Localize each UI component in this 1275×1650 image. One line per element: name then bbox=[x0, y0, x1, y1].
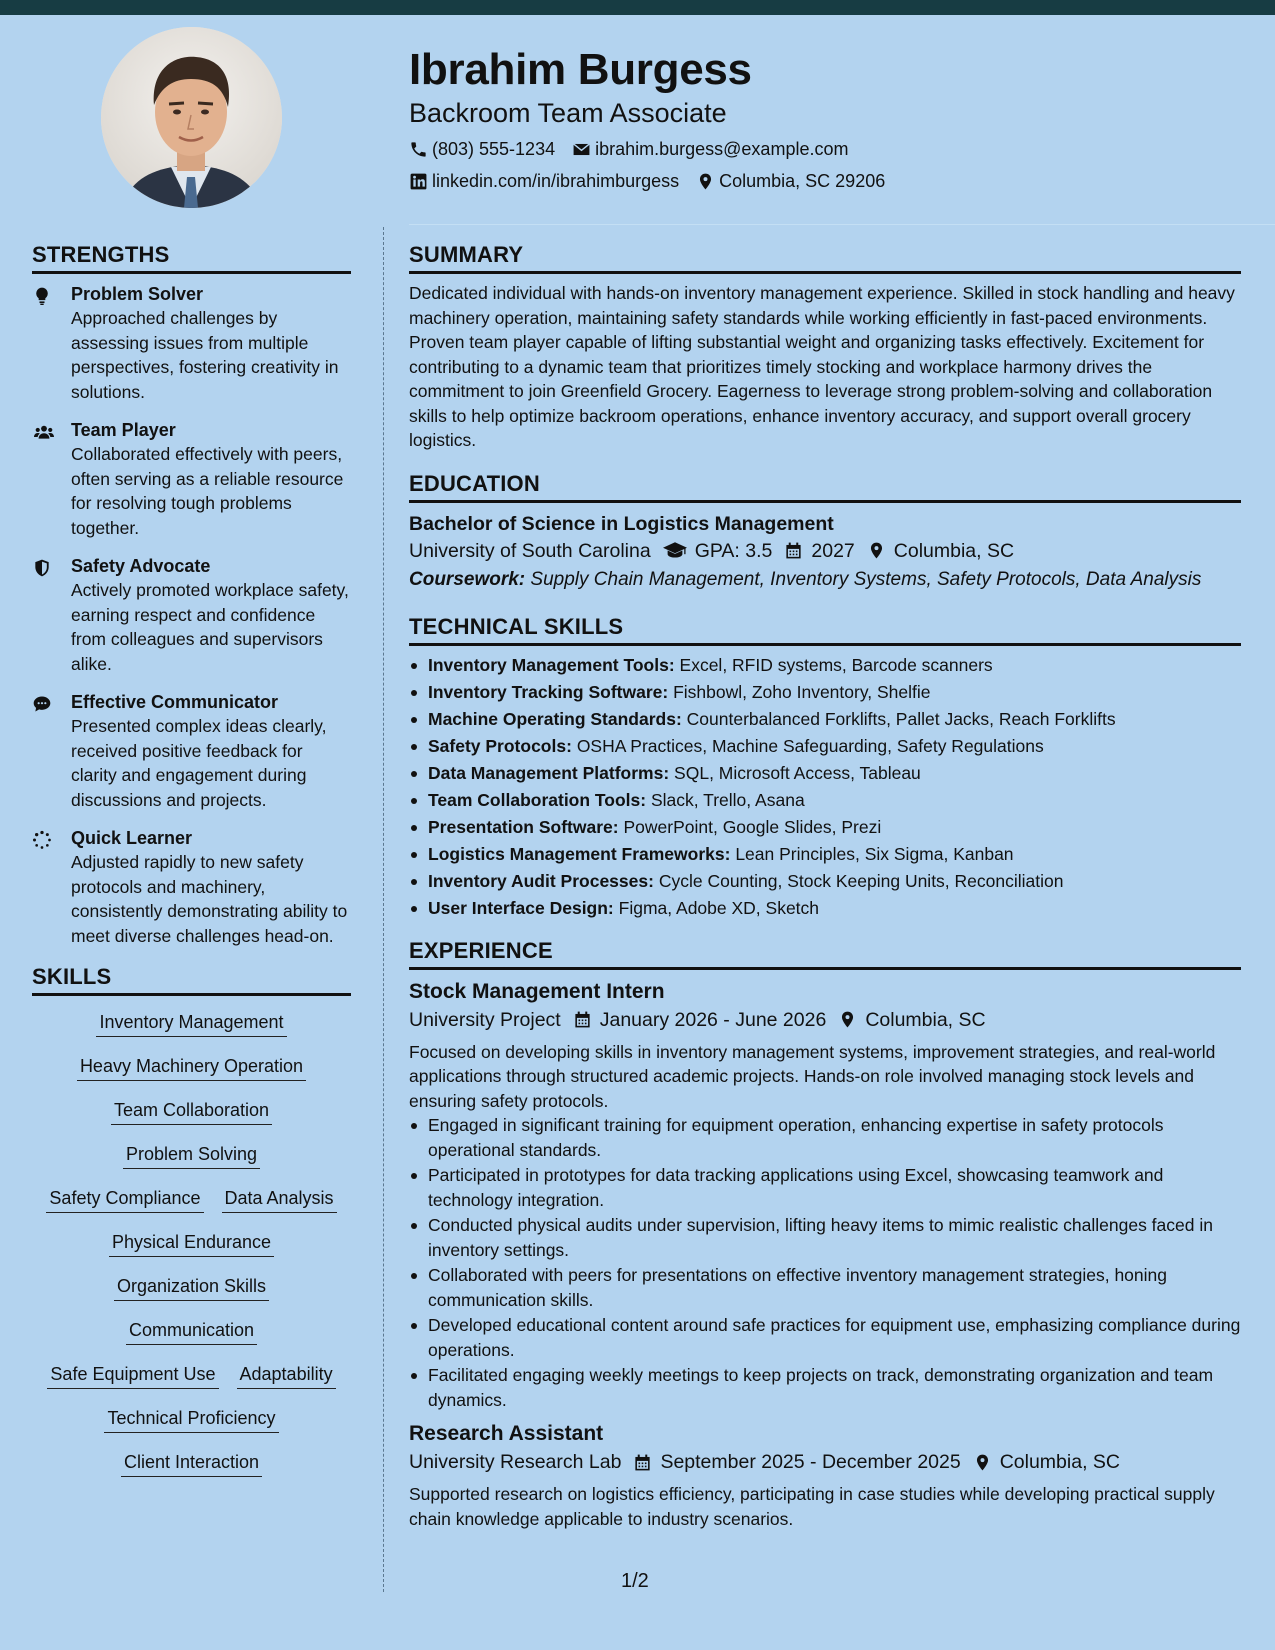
contact-row-2 bbox=[409, 169, 1249, 193]
map-pin-icon bbox=[973, 1453, 992, 1472]
list-item: Engaged in significant training for equipment operation, enhancing expertise in safety protocols operational standards. bbox=[409, 1113, 1241, 1162]
map-pin-icon bbox=[867, 541, 886, 560]
map-pin-icon bbox=[838, 1010, 857, 1029]
job-dates-text: September 2025 - December 2025 bbox=[660, 1451, 961, 1473]
technical-skills-section bbox=[409, 612, 1241, 922]
school-name bbox=[409, 537, 651, 565]
page-number: 1/2 bbox=[621, 1570, 649, 1592]
job-org-text: University Research Lab bbox=[409, 1451, 622, 1473]
skill-tag: Safe Equipment Use bbox=[47, 1362, 218, 1389]
skill-label: Logistics Management Frameworks: bbox=[428, 843, 731, 864]
skill-value: Counterbalanced Forklifts, Pallet Jacks, Reach Forklifts bbox=[686, 708, 1116, 729]
skill-tag: Safety Compliance bbox=[46, 1186, 203, 1213]
list-item: Conducted physical audits under supervision, lifting heavy items to mimic realistic challenges faced in inventory settings. bbox=[409, 1213, 1241, 1262]
technical-skills-heading: TECHNICAL SKILLS bbox=[409, 612, 1241, 646]
gpa-text: GPA: 3.5 bbox=[694, 539, 773, 562]
right-column bbox=[409, 240, 1241, 1531]
edu-location-item bbox=[867, 537, 1014, 565]
year-item bbox=[784, 537, 854, 565]
skill-label: Data Management Platforms: bbox=[428, 762, 670, 783]
skill-tag: Data Analysis bbox=[222, 1186, 337, 1213]
lightbulb-icon bbox=[32, 286, 52, 306]
skill-label: Machine Operating Standards: bbox=[428, 708, 682, 729]
strength-desc: Actively promoted workplace safety, earning respect and confidence from colleagues and supervisors alike. bbox=[71, 580, 349, 674]
skill-tag: Adaptability bbox=[237, 1362, 336, 1389]
candidate-title: Backroom Team Associate bbox=[409, 98, 727, 128]
job-dates-text: January 2026 - June 2026 bbox=[599, 1008, 827, 1031]
email-text: ibrahim.burgess@example.com bbox=[595, 139, 849, 159]
job-entry bbox=[409, 1420, 1241, 1531]
degree-name: Bachelor of Science in Logistics Management bbox=[409, 512, 834, 535]
gpa-item bbox=[663, 537, 773, 565]
phone-text: (803) 555-1234 bbox=[432, 139, 556, 159]
job-org-text: University Project bbox=[409, 1008, 561, 1031]
job-location bbox=[973, 1448, 1120, 1476]
contact-row-1 bbox=[409, 137, 1249, 161]
list-item: Collaborated with peers for presentations on effective inventory management strategies, honing communication skills. bbox=[409, 1263, 1241, 1312]
list-item bbox=[409, 841, 1241, 868]
linkedin-contact[interactable] bbox=[409, 169, 679, 193]
shield-icon bbox=[32, 558, 52, 578]
coursework-text: Supply Chain Management, Inventory Systems, Safety Protocols, Data Analysis bbox=[530, 568, 1202, 590]
resume-header bbox=[409, 44, 1249, 193]
technical-skills-list bbox=[409, 652, 1241, 922]
envelope-icon bbox=[572, 140, 591, 159]
skill-tag: Inventory Management bbox=[96, 1010, 286, 1037]
skill-label: Presentation Software: bbox=[428, 816, 619, 837]
skill-label: User Interface Design: bbox=[428, 897, 614, 918]
left-column bbox=[32, 240, 351, 1494]
strength-desc: Adjusted rapidly to new safety protocols and machinery, consistently demonstrating ability to meet diverse challenges head-on. bbox=[71, 852, 348, 946]
job-description: Supported research on logistics efficiency, participating in case studies while developing practical supply chain knowledge applicable to industry scenarios. bbox=[409, 1484, 1215, 1529]
strength-desc: Collaborated effectively with peers, often serving as a reliable resource for resolving tough problems together. bbox=[71, 444, 344, 538]
skill-value: Fishbowl, Zoho Inventory, Shelfie bbox=[673, 681, 931, 702]
skills-heading: SKILLS bbox=[32, 962, 351, 996]
skill-value: Lean Principles, Six Sigma, Kanban bbox=[735, 843, 1014, 864]
experience-heading: EXPERIENCE bbox=[409, 936, 1241, 970]
skill-tag: Team Collaboration bbox=[111, 1098, 272, 1125]
coursework bbox=[409, 568, 1241, 592]
list-item bbox=[409, 787, 1241, 814]
job-location-text: Columbia, SC bbox=[999, 1451, 1120, 1473]
skill-value: Slack, Trello, Asana bbox=[650, 789, 805, 810]
location-contact bbox=[696, 169, 885, 193]
job-org bbox=[409, 1006, 561, 1034]
strength-title: Team Player bbox=[71, 420, 176, 440]
skill-tag: Communication bbox=[126, 1318, 257, 1345]
summary-text: Dedicated individual with hands-on inventory management experience. Skilled in stock handling and heavy machinery operation, maintaining safety standards while working efficiently in fast-paced environments. Proven team player capable of lifting substantial weight and organizing tasks effectively. Excitement for contributing to a dynamic team that prioritizes timely stocking and workplace harmony drives the commitment to join Greenfield Grocery. Eagerness to leverage strong problem-solving and collaboration skills to help optimize backroom operations, enhance inventory accuracy, and support overall grocery logistics. bbox=[409, 283, 1235, 450]
skill-value: OSHA Practices, Machine Safeguarding, Safety Regulations bbox=[576, 735, 1044, 756]
list-item: Developed educational content around safe practices for equipment use, emphasizing compliance during operations. bbox=[409, 1313, 1241, 1362]
email-contact[interactable] bbox=[572, 137, 848, 161]
job-entry bbox=[409, 978, 1241, 1413]
top-accent-bar bbox=[0, 0, 1275, 15]
strengths-heading: STRENGTHS bbox=[32, 240, 351, 274]
job-title: Stock Management Intern bbox=[409, 979, 665, 1003]
list-item bbox=[409, 868, 1241, 895]
candidate-name: Ibrahim Burgess bbox=[409, 45, 752, 94]
strengths-section bbox=[32, 240, 351, 948]
skill-tag: Client Interaction bbox=[121, 1450, 262, 1477]
strength-item bbox=[32, 690, 351, 812]
skill-value: PowerPoint, Google Slides, Prezi bbox=[623, 816, 882, 837]
skill-label: Safety Protocols: bbox=[428, 735, 572, 756]
skills-section bbox=[32, 962, 351, 1494]
calendar-icon bbox=[633, 1453, 652, 1472]
skills-tags bbox=[32, 1010, 351, 1494]
year-text: 2027 bbox=[811, 539, 855, 562]
strength-item bbox=[32, 554, 351, 676]
strength-title: Quick Learner bbox=[71, 828, 193, 848]
spinner-icon bbox=[32, 830, 52, 850]
strength-title: Problem Solver bbox=[71, 284, 204, 304]
strength-item bbox=[32, 282, 351, 404]
job-description: Focused on developing skills in inventory management systems, improvement strategies, and real-world applications through structured academic projects. Hands-on role involved managing stock levels and ensuring safety protocols. bbox=[409, 1041, 1216, 1111]
list-item bbox=[409, 706, 1241, 733]
summary-heading: SUMMARY bbox=[409, 240, 1241, 274]
education-meta bbox=[409, 537, 1241, 565]
strength-title: Effective Communicator bbox=[71, 692, 279, 712]
chat-bubble-icon bbox=[32, 694, 52, 714]
strength-item bbox=[32, 418, 351, 540]
skill-tag: Organization Skills bbox=[114, 1274, 269, 1301]
strengths-list bbox=[32, 282, 351, 948]
coursework-label: Coursework: bbox=[409, 568, 526, 590]
skill-tag: Problem Solving bbox=[123, 1142, 260, 1169]
job-location bbox=[838, 1006, 985, 1034]
strength-title: Safety Advocate bbox=[71, 556, 211, 576]
job-meta bbox=[409, 1448, 1241, 1476]
skill-tag: Technical Proficiency bbox=[104, 1406, 278, 1433]
job-bullets bbox=[409, 1113, 1241, 1412]
calendar-icon bbox=[784, 541, 803, 560]
skill-value: Cycle Counting, Stock Keeping Units, Reconciliation bbox=[658, 870, 1064, 891]
job-dates bbox=[633, 1448, 960, 1476]
strength-desc: Approached challenges by assessing issues from multiple perspectives, fostering creativity in solutions. bbox=[71, 308, 339, 402]
linkedin-icon bbox=[409, 172, 428, 191]
phone-icon bbox=[409, 140, 428, 159]
list-item bbox=[409, 895, 1241, 922]
education-section bbox=[409, 469, 1241, 592]
linkedin-text: linkedin.com/in/ibrahimburgess bbox=[432, 171, 680, 191]
list-item bbox=[409, 679, 1241, 706]
header-divider bbox=[409, 224, 1275, 225]
skill-tag: Heavy Machinery Operation bbox=[77, 1054, 306, 1081]
list-item bbox=[409, 760, 1241, 787]
job-meta bbox=[409, 1006, 1241, 1034]
list-item: Participated in prototypes for data tracking applications using Excel, showcasing teamwork and technology integration. bbox=[409, 1163, 1241, 1212]
list-item bbox=[409, 733, 1241, 760]
summary-section bbox=[409, 240, 1241, 453]
strength-item bbox=[32, 826, 351, 948]
skill-label: Inventory Audit Processes: bbox=[428, 870, 654, 891]
experience-section bbox=[409, 936, 1241, 1532]
profile-photo bbox=[101, 27, 282, 208]
job-title: Research Assistant bbox=[409, 1422, 604, 1445]
skill-tag: Physical Endurance bbox=[109, 1230, 274, 1257]
skill-value: SQL, Microsoft Access, Tableau bbox=[674, 762, 921, 783]
job-dates bbox=[573, 1006, 827, 1034]
location-text: Columbia, SC 29206 bbox=[719, 171, 886, 191]
skill-value: Excel, RFID systems, Barcode scanners bbox=[679, 654, 993, 675]
map-pin-icon bbox=[696, 172, 715, 191]
job-location-text: Columbia, SC bbox=[865, 1008, 986, 1031]
skill-label: Inventory Management Tools: bbox=[428, 654, 675, 675]
list-item bbox=[409, 652, 1241, 679]
job-org bbox=[409, 1448, 621, 1476]
education-heading: EDUCATION bbox=[409, 469, 1241, 503]
skill-label: Team Collaboration Tools: bbox=[428, 789, 647, 810]
school-text: University of South Carolina bbox=[409, 539, 651, 562]
edu-location-text: Columbia, SC bbox=[893, 539, 1015, 562]
skill-value: Figma, Adobe XD, Sketch bbox=[618, 897, 820, 918]
column-divider bbox=[383, 227, 384, 1592]
graduation-cap-icon bbox=[663, 541, 687, 560]
strength-desc: Presented complex ideas clearly, received positive feedback for clarity and engagement during discussions and projects. bbox=[71, 716, 327, 810]
users-icon bbox=[32, 422, 56, 442]
list-item: Facilitated engaging weekly meetings to keep projects on track, demonstrating organization and team dynamics. bbox=[409, 1363, 1241, 1412]
list-item bbox=[409, 814, 1241, 841]
phone-contact[interactable] bbox=[409, 137, 555, 161]
skill-label: Inventory Tracking Software: bbox=[428, 681, 669, 702]
calendar-icon bbox=[573, 1010, 592, 1029]
